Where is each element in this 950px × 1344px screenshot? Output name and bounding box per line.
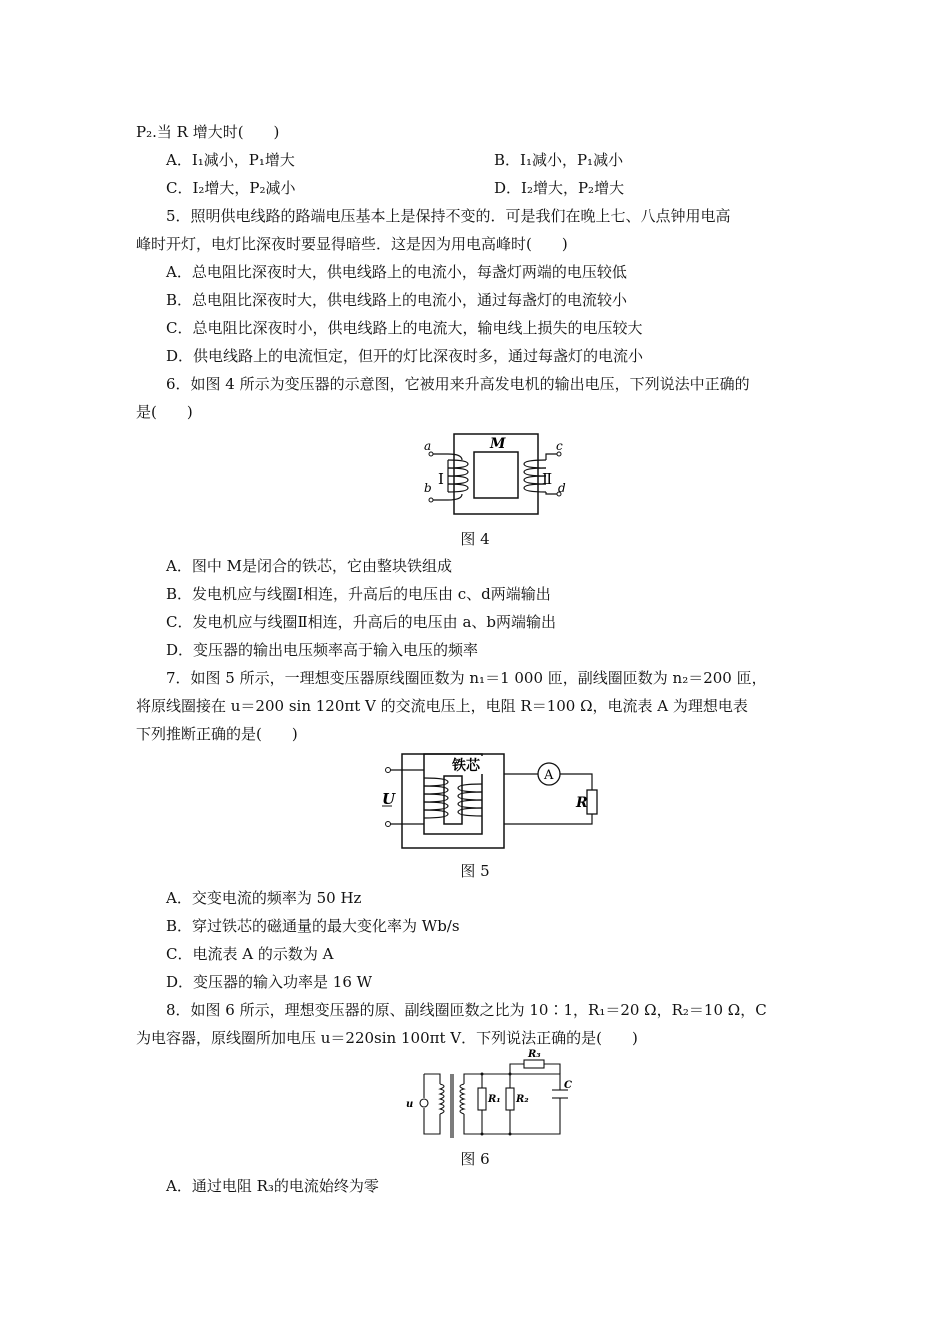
q4-option-c: C．I₂增大，P₂减小: [166, 179, 296, 197]
figure-6-caption: 图 6: [460, 1150, 490, 1168]
figure-4-transformer: [410, 428, 570, 520]
q8-stem-line2: 为电容器，原线圈所加电压 u＝220sin 100πt V．下列说法正确的是( ): [136, 1029, 638, 1047]
q8-stem-line1: 8．如图 6 所示，理想变压器的原、副线圈匝数之比为 10∶1，R₁＝20 Ω，R₂＝10 Ω，C: [166, 1001, 767, 1019]
q4-stem-tail: P₂.当 R 增大时( ): [136, 123, 280, 141]
label-r3: R₃: [528, 1049, 541, 1060]
label-core: 铁芯: [452, 758, 480, 774]
q6-option-b: B．发电机应与线圈Ⅰ相连，升高后的电压由 c、d两端输出: [166, 585, 551, 603]
label-r1: R₁: [488, 1094, 501, 1105]
label-b: b: [424, 481, 432, 495]
q5-option-d: D．供电线路上的电流恒定，但开的灯比深夜时多，通过每盏灯的电流小: [166, 347, 644, 365]
q4-option-b: B．I₁减小，P₁减小: [494, 151, 624, 169]
label-u-source: u: [406, 1099, 414, 1110]
q7-stem-line1: 7．如图 5 所示，一理想变压器原线圈匝数为 n₁＝1 000 匝，副线圈匝数为 n₂＝200 匝，: [166, 669, 767, 687]
q5-option-a: A．总电阻比深夜时大，供电线路上的电流小，每盏灯两端的电压较低: [166, 263, 627, 281]
q6-stem-line1: 6．如图 4 所示为变压器的示意图，它被用来升高发电机的输出电压，下列说法中正确的: [166, 375, 750, 393]
q4-option-a: A．I₁减小，P₁增大: [166, 151, 295, 169]
label-d: d: [558, 481, 566, 495]
label-coil-2: Ⅱ: [542, 470, 553, 488]
label-r: R: [576, 795, 588, 811]
figure-5-transformer-circuit: [378, 752, 606, 852]
figure-4-caption: 图 4: [460, 530, 490, 548]
label-m: M: [490, 436, 506, 452]
q5-stem-line1: 5．照明供电线路的路端电压基本上是保持不变的．可是我们在晚上七、八点钟用电高: [166, 207, 731, 225]
figure-5-caption: 图 5: [460, 862, 490, 880]
q6-option-a: A．图中 M是闭合的铁芯，它由整块铁组成: [166, 557, 452, 575]
label-coil-1: Ⅰ: [438, 470, 444, 488]
q5-option-c: C．总电阻比深夜时小，供电线路上的电流大，输电线上损失的电压较大: [166, 319, 643, 337]
q7-stem-line3: 下列推断正确的是( ): [136, 725, 298, 743]
q4-option-d: D．I₂增大，P₂增大: [494, 179, 625, 197]
q7-option-a: A．交变电流的频率为 50 Hz: [166, 889, 362, 907]
label-a: a: [424, 439, 432, 453]
label-u: U: [382, 790, 396, 808]
q7-option-c: C．电流表 A 的示数为 A: [166, 945, 334, 963]
q5-stem-line2: 峰时开灯，电灯比深夜时要显得暗些．这是因为用电高峰时( ): [136, 235, 568, 253]
label-ammeter: A: [544, 768, 554, 783]
label-c: C: [564, 1080, 572, 1091]
q7-option-d: D．变压器的输入功率是 16 W: [166, 973, 373, 991]
q6-option-c: C．发电机应与线圈Ⅱ相连，升高后的电压由 a、b两端输出: [166, 613, 556, 631]
q6-stem-line2: 是( ): [136, 403, 193, 421]
q8-option-a: A．通过电阻 R₃的电流始终为零: [166, 1177, 379, 1195]
q7-stem-line2: 将原线圈接在 u＝200 sin 120πt V 的交流电压上，电阻 R＝100 Ω，电流表 A 为理想电表: [136, 697, 748, 715]
q6-option-d: D．变压器的输出电压频率高于输入电压的频率: [166, 641, 479, 659]
q5-option-b: B．总电阻比深夜时大，供电线路上的电流小，通过每盏灯的电流较小: [166, 291, 628, 309]
figure-6-transformer-circuit: [400, 1049, 580, 1142]
label-r2: R₂: [516, 1094, 529, 1105]
label-c: c: [556, 439, 563, 453]
q7-option-b: B．穿过铁芯的磁通量的最大变化率为 Wb/s: [166, 917, 460, 935]
